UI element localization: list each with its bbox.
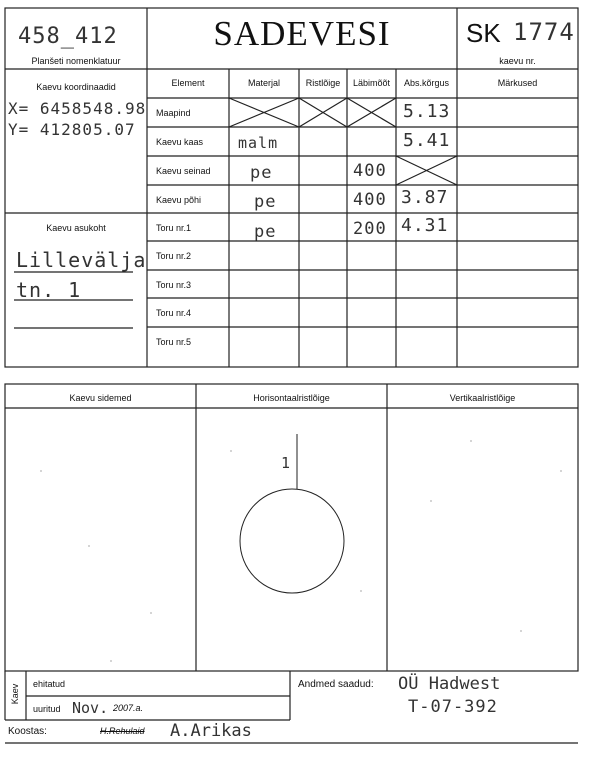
col-header-markused: Märkused (497, 78, 538, 88)
coordinate-x: X= 6458548.98 (8, 99, 147, 118)
row-materjal: pe (254, 192, 277, 212)
row-materjal: malm (238, 134, 279, 152)
row-element: Kaevu seinad (156, 166, 211, 176)
row-abs: 4.31 (401, 215, 449, 236)
col-header-labimoot: Läbimõõt (352, 78, 391, 88)
row-abs: 5.13 (403, 101, 451, 122)
row-labimoot: 400 (353, 161, 387, 181)
manhole-cross-section (240, 434, 344, 593)
row-element: Toru nr.2 (156, 251, 192, 261)
kaev-label: Kaev (10, 683, 20, 705)
coordinate-y: Y= 412805.07 (8, 120, 136, 139)
col-header-materjal: Materjal (247, 78, 280, 88)
col-header-ristloige: Ristlõige (305, 78, 341, 88)
kaev-side-label (5, 671, 26, 720)
row-materjal: pe (250, 163, 273, 183)
row-element: Maapind (156, 108, 191, 118)
manhole-circle (240, 489, 344, 593)
andmed-label: Andmed saadud: (298, 679, 374, 690)
uuritud-year: 2007.a. (113, 703, 144, 713)
row-abs: 5.41 (403, 130, 451, 151)
section-title-sidemed: Kaevu sidemed (69, 393, 132, 403)
form-title: SADEVESI (213, 14, 391, 53)
pipe-number-label: 1 (281, 454, 292, 472)
section-title-horisontaal: Horisontaalristlõige (253, 393, 330, 403)
andmed-company: OÜ Hadwest (398, 674, 501, 694)
uuritud-label: uuritud (33, 704, 61, 714)
row-labimoot: 200 (353, 219, 387, 239)
location-number: tn. 1 (16, 278, 82, 302)
row-labimoot: 400 (353, 190, 387, 210)
row-element: Kaevu kaas (156, 137, 204, 147)
row-element: Toru nr.4 (156, 308, 192, 318)
sk-caption: kaevu nr. (499, 56, 536, 66)
row-abs: 3.87 (401, 187, 449, 208)
location-label: Kaevu asukoht (46, 223, 106, 233)
row-element: Toru nr.5 (156, 337, 192, 347)
koostas-printed-name: H.Rehulaid (100, 726, 145, 736)
row-element: Toru nr.1 (156, 223, 192, 233)
location-street: Lillevälja (16, 248, 147, 272)
sheet-number: 458_412 (18, 24, 118, 49)
koostas-signature: A.Arikas (170, 721, 252, 741)
ehitatud-label: ehitatud (33, 679, 66, 689)
andmed-code: T-07-392 (408, 697, 498, 717)
sk-prefix: SK (466, 18, 501, 48)
uuritud-month: Nov. (72, 699, 109, 717)
col-header-element: Element (171, 78, 205, 88)
sheet-caption: Planšeti nomenklatuur (31, 56, 121, 66)
row-element: Kaevu põhi (156, 195, 202, 205)
coordinates-label: Kaevu koordinaadid (36, 82, 116, 92)
row-element: Toru nr.3 (156, 280, 192, 290)
section-title-vertikaal: Vertikaalristlõige (449, 393, 516, 403)
koostas-label: Koostas: (8, 726, 47, 737)
sk-number: 1774 (513, 18, 575, 46)
row-materjal: pe (254, 222, 277, 242)
col-header-abs: Abs.kõrgus (403, 78, 450, 88)
